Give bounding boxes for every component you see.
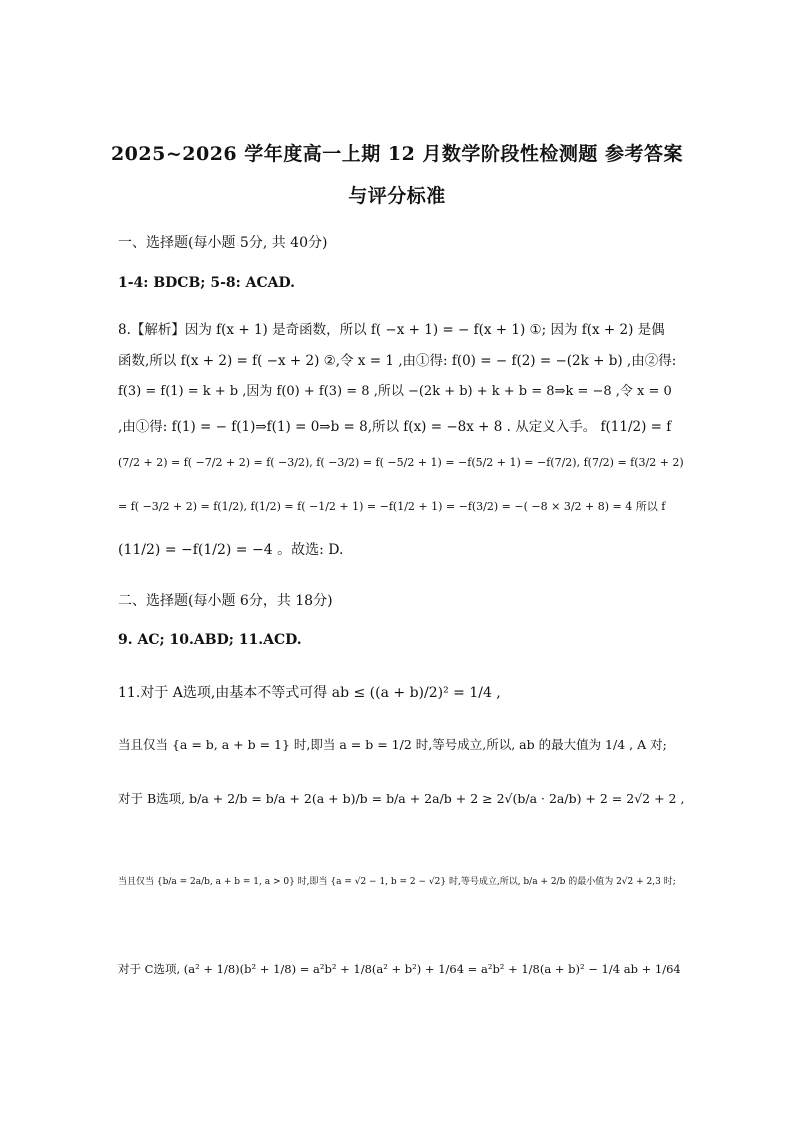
q8-line1: 8.【解析】因为 f(x + 1) 是奇函数，所以 f( −x + 1) = − f(x + 1) ①; 因为 f(x + 2) 是偶	[118, 322, 665, 338]
section1-heading: 一、选择题(每小题 5分, 共 40分)	[118, 235, 328, 251]
q8-line5: (7/2 + 2) = f( −7/2 + 2) = f( −3/2), f( −3/2) = f( −5/2 + 1) = −f(5/2 + 1) = −f(7/2), f(7/2) = f(3/2 + 2)	[118, 456, 684, 469]
doc-title-line2: 与评分标准	[348, 185, 446, 207]
q8-line6: = f( −3/2 + 2) = f(1/2), f(1/2) = f( −1/2 + 1) = −f(1/2 + 1) = −f(3/2) = −( −8 × 3/2 + 8) = 4 所以 f	[118, 500, 666, 513]
q8-line7: (11/2) = −f(1/2) = −4 。故选: D.	[118, 542, 344, 558]
q11-line4: 当且仅当 {b/a = 2a/b, a + b = 1, a > 0} 时,即当 {a = √2 − 1, b = 2 − √2} 时,等号成立,所以, b/a + 2/b 的最小值为 2√2 + 2,3 时;	[118, 877, 676, 887]
q11-line2: 当且仅当 {a = b, a + b = 1} 时,即当 a = b = 1/2 时,等号成立,所以, ab 的最大值为 1/4 , A 对;	[118, 737, 667, 752]
q11-line3: 对于 B选项, b/a + 2/b = b/a + 2(a + b)/b = b/a + 2a/b + 2 ≥ 2√(b/a · 2a/b) + 2 = 2√2 + 2 ,	[118, 791, 685, 806]
answers-9-11: 9. AC; 10.ABD; 11.ACD.	[118, 632, 302, 648]
q11-line5: 对于 C选项, (a² + 1/8)(b² + 1/8) = a²b² + 1/8(a² + b²) + 1/64 = a²b² + 1/8(a + b)² − 1/4 ab + 1/64	[118, 962, 681, 976]
section2-heading: 二、选择题(每小题 6分，共 18分)	[118, 593, 333, 609]
q11-line1: 11.对于 A选项,由基本不等式可得 ab ≤ ((a + b)/2)² = 1/4 ,	[118, 685, 501, 701]
q8-line2: 函数,所以 f(x + 2) = f( −x + 2) ②,令 x = 1 ,由①得: f(0) = − f(2) = −(2k + b) ,由②得:	[118, 353, 677, 369]
q8-line4: ,由①得: f(1) = − f(1)⇒f(1) = 0⇒b = 8,所以 f(x) = −8x + 8 . 从定义入手。 f(11/2) = f	[118, 419, 672, 435]
answers-1-8: 1-4: BDCB; 5-8: ACAD.	[118, 275, 296, 291]
doc-title-line1: 2025~2026 学年度高一上期 12 月数学阶段性检测题 参考答案	[110, 143, 684, 165]
q8-line3: f(3) = f(1) = k + b ,因为 f(0) + f(3) = 8 ,所以 −(2k + b) + k + b = 8⇒k = −8 ,令 x = 0	[118, 384, 672, 399]
